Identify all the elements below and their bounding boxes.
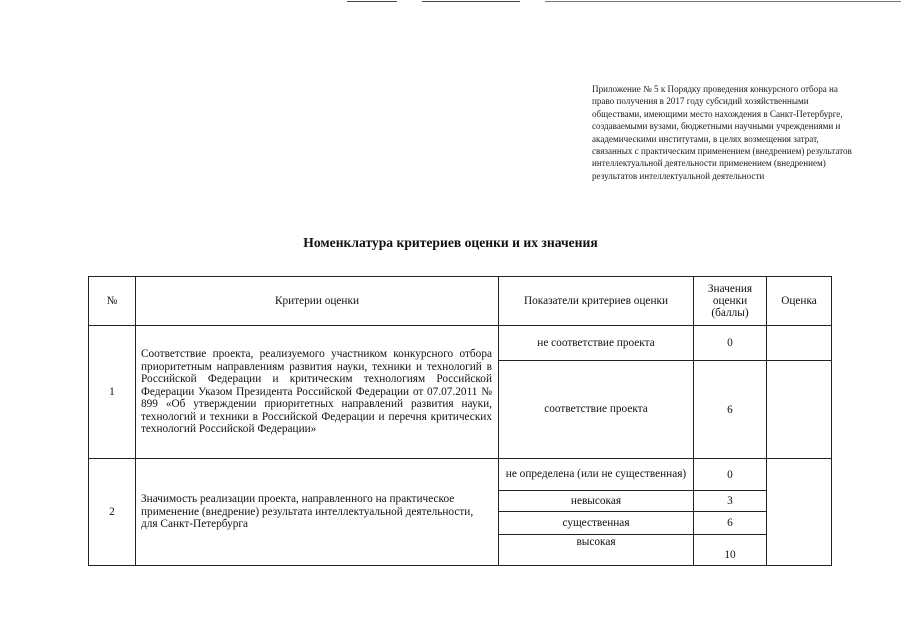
row-1-indicator-1: не соответствие проекта	[499, 326, 694, 361]
row-1-score-2	[767, 361, 832, 459]
row-2-score	[767, 459, 832, 566]
document-title	[0, 235, 905, 251]
scan-artifact-line	[422, 1, 520, 2]
row-2-value-2: 3	[694, 491, 767, 512]
header-criteria: Критерии оценки	[136, 277, 499, 326]
row-1-value-1: 0	[694, 326, 767, 361]
header-values-text: Значения оценки (баллы)	[707, 283, 753, 319]
row-2-criterion: Значимость реализации проекта, направленного на практическое применение (внедрение) результата интеллектуальной деятельности, для Санкт-Петербурга	[136, 459, 499, 566]
row-1-criterion: Соответствие проекта, реализуемого участником конкурсного отбора приоритетным направлениям развития науки, техники и технологий в Российской Федерации и критическим технологиям Российской Федерации Указом Президента Российской Федерации от 07.07.2011 № 899 «Об утверждении приоритетных направлений развития науки, технологий и техники в Российской Федерации и перечня критических технологий Российской Федерации»	[136, 326, 499, 459]
row-2-value-3: 6	[694, 512, 767, 535]
header-score: Оценка	[767, 277, 832, 326]
row-1-num: 1	[89, 326, 136, 459]
header-indicators: Показатели критериев оценки	[499, 277, 694, 326]
row-2-indicator-3: существенная	[499, 512, 694, 535]
row-1-indicator-2: соответствие проекта	[499, 361, 694, 459]
row-1-value-2: 6	[694, 361, 767, 459]
row-2-indicator-1: не определена (или не существенная)	[499, 459, 694, 491]
criteria-table	[88, 276, 832, 566]
scan-artifact-line	[545, 1, 901, 2]
header-values	[694, 277, 767, 326]
row-2-value-1: 0	[694, 459, 767, 491]
row-2-indicator-4: высокая	[499, 535, 694, 566]
scan-artifact-line	[347, 1, 397, 2]
document-title-text: Номенклатура критериев оценки и их значения	[303, 235, 598, 250]
table-row	[89, 459, 832, 491]
row-2-value-4: 10	[694, 535, 767, 566]
row-2-indicator-2: невысокая	[499, 491, 694, 512]
header-num: №	[89, 277, 136, 326]
row-1-score-1	[767, 326, 832, 361]
appendix-note: Приложение № 5 к Порядку проведения конкурсного отбора на право получения в 2017 году субсидий хозяйственными обществами, имеющими место нахождения в Санкт-Петербурге, создаваемыми вузами, бюджетными научными учреждениями и академическими институтами, в целях возмещения затрат, связанных с практическим применением (внедрением) результатов интеллектуальной деятельности применением (внедрением) результатов интеллектуальной деятельности	[592, 84, 852, 181]
row-2-num: 2	[89, 459, 136, 566]
table-header-row	[89, 277, 832, 326]
table-row	[89, 326, 832, 361]
